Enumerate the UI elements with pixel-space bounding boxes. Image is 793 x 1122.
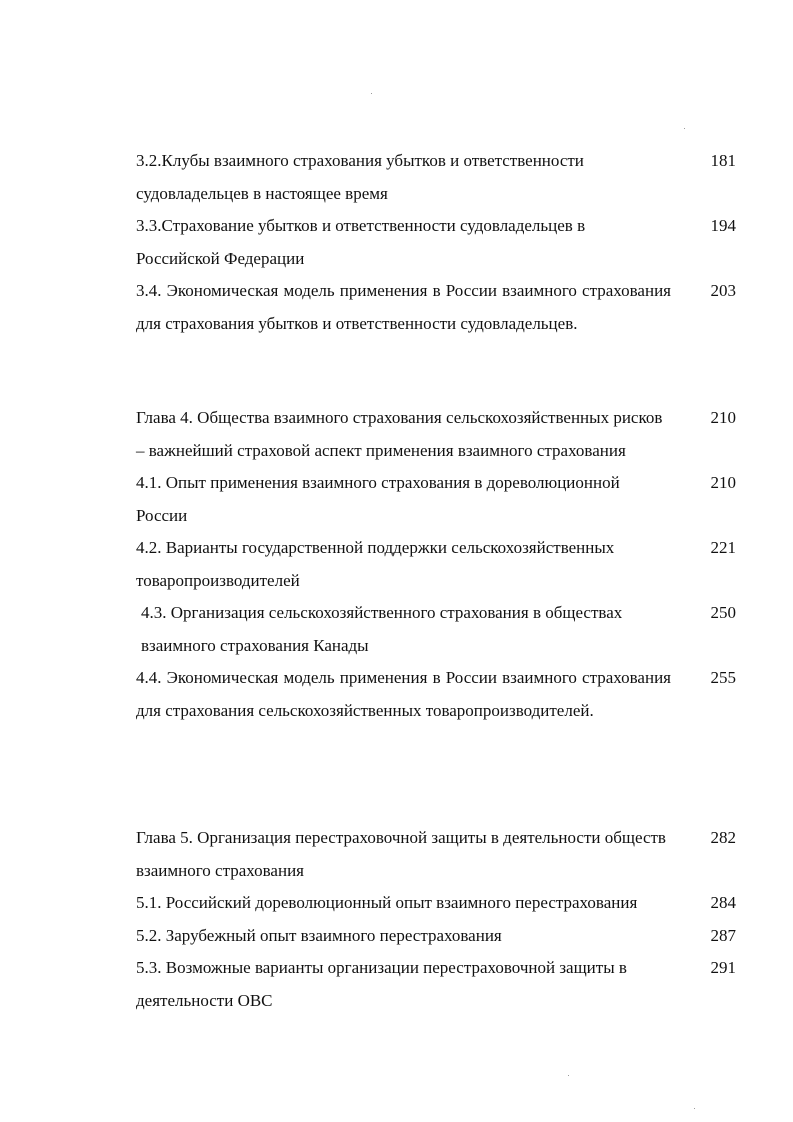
toc-entry-chapter-4 [136, 402, 736, 467]
toc-page-number: 203 [710, 281, 736, 300]
toc-group-chapter-3 [136, 145, 736, 340]
toc-page-number: 291 [710, 958, 736, 977]
toc-entry-4-1 [136, 467, 736, 532]
toc-group-chapter-5 [136, 822, 736, 1017]
scan-speck [694, 1108, 695, 1109]
toc-entry-3-2 [136, 145, 736, 210]
toc-entry-text: 3.3.Страхование убытков и ответственности судовладельцев в Российской Федерации [136, 216, 586, 268]
toc-entry-3-4 [136, 275, 736, 340]
toc-entry-5-3 [136, 952, 736, 1017]
toc-entry-chapter-5 [136, 822, 736, 887]
toc-page-number: 181 [710, 151, 736, 170]
toc-group-chapter-4 [136, 402, 736, 727]
scan-speck [684, 128, 685, 129]
toc-entry-text: 4.2. Варианты государственной поддержки сельскохозяйственных товаропроизводителей [136, 538, 615, 590]
toc-entry-5-2 [136, 920, 736, 953]
toc-entry-text: 3.2.Клубы взаимного страхования убытков и ответственности судовладельцев в настоящее время [136, 151, 584, 203]
toc-entry-text: 4.1. Опыт применения взаимного страхования в дореволюционной России [136, 473, 620, 525]
toc-page-number: 210 [710, 408, 736, 427]
toc-entry-4-2 [136, 532, 736, 597]
toc-entry-5-1 [136, 887, 736, 920]
toc-entry-text: 5.1. Российский дореволюционный опыт взаимного перестрахования [136, 893, 638, 912]
toc-page-number: 210 [710, 473, 736, 492]
toc-page-number: 221 [710, 538, 736, 557]
scan-speck [371, 93, 372, 94]
toc-page-number: 250 [710, 603, 736, 622]
toc-page-number: 194 [710, 216, 736, 235]
toc-page-number: 282 [710, 828, 736, 847]
toc-entry-text: Глава 4. Общества взаимного страхования сельскохозяйственных рисков – важнейший страховой аспект применения взаимного страхования [136, 408, 663, 460]
toc-entry-text: 5.3. Возможные варианты организации перестраховочной защиты в деятельности ОВС [136, 958, 627, 1010]
toc-page-number: 287 [710, 925, 736, 945]
toc-page-number: 255 [710, 668, 736, 687]
toc-entry-4-3 [136, 597, 736, 662]
scan-speck [568, 1075, 569, 1076]
toc-entry-4-4 [136, 662, 736, 727]
toc-entry-text: Глава 5. Организация перестраховочной защиты в деятельности обществ взаимного страхования [136, 828, 666, 880]
toc-entry-text: 5.2. Зарубежный опыт взаимного перестрахования [136, 925, 502, 945]
toc-entry-text: 3.4. Экономическая модель применения в России взаимного страхования для страхования убытков и ответственности судовладельцев. [136, 281, 671, 333]
toc-entry-text: 4.3. Организация сельскохозяйственного страхования в обществах взаимного страхования Канады [141, 603, 623, 655]
toc-entry-3-3 [136, 210, 736, 275]
toc-page-number: 284 [710, 893, 736, 912]
toc-entry-text: 4.4. Экономическая модель применения в России взаимного страхования для страхования сельскохозяйственных товаропроизводителей. [136, 668, 671, 720]
